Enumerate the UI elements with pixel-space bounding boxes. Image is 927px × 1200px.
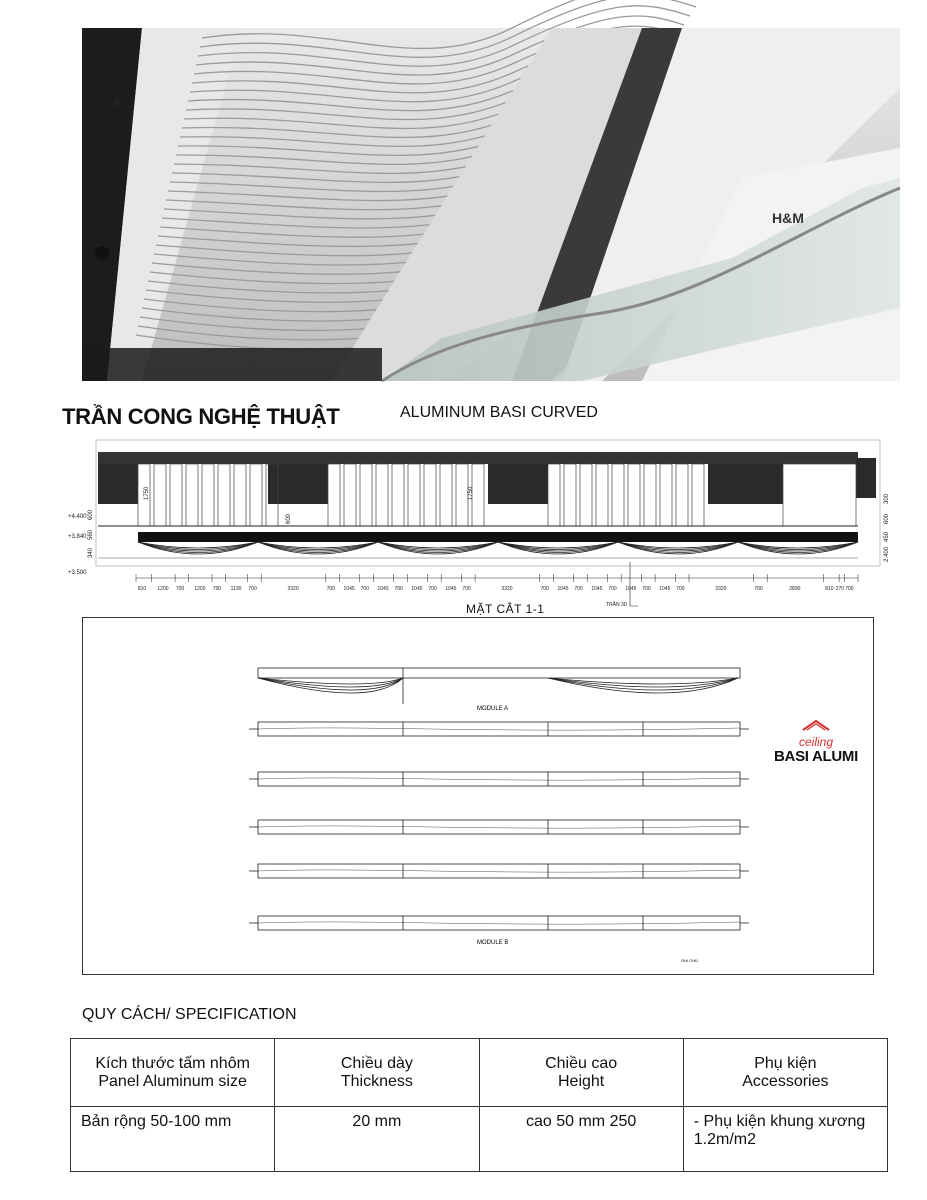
section-panel [186,464,198,526]
dim-label: 1045 [625,586,637,592]
module-b-bar [258,864,740,878]
dim-label: 700 [212,586,222,592]
module-b-curve [258,778,740,780]
module-b-curve [258,870,740,872]
module-b-label: MODULE B [477,940,509,946]
dim-label: 700 [360,586,369,592]
dim-label: 700 [428,586,437,592]
section-panel [660,464,672,526]
dim-label: 700 [540,586,549,592]
logo-text: BASI ALUMI [774,748,858,765]
section-panel [392,464,404,526]
level-2: +3.840 [68,534,87,540]
detail-note: GHI CHÚ [681,958,698,963]
section-panel [548,464,560,526]
section-panel [170,464,182,526]
title-en: ALUMINUM BASI CURVED [400,404,598,421]
dim-label: 3320 [715,586,727,592]
svg-text:H&M: H&M [772,210,804,226]
spec-header-height [479,1039,683,1107]
dim-label: 700 [248,586,257,592]
section-panel [234,464,246,526]
spec-height-value: cao 50 mm 250 [479,1107,683,1172]
left-dim-2: 560 [88,529,94,540]
dim-label: 1200 [157,586,169,592]
header-height-vn: Chiều cao [545,1054,618,1072]
header-height-en: Height [558,1072,605,1090]
right-dim-3: 450 [884,531,890,542]
dim-label: 700 [676,586,685,592]
section-panel [676,464,688,526]
detail-drawing-frame [82,617,874,975]
dim-label: 1045 [591,586,603,592]
module-a-bar [258,668,740,678]
dim-label: 1200 [194,586,206,592]
section-panel [612,464,624,526]
dim-label: 1045 [411,586,423,592]
header-accessories-vn: Phụ kiện [754,1054,817,1072]
section-note: TRẦN 3D [606,602,628,608]
section-panel [692,464,704,526]
title-vn: TRẦN CONG NGHỆ THUẬT [62,404,340,429]
dim-label: 270 [835,586,845,592]
dim-label: 700 [574,586,583,592]
module-b-curve [258,826,740,828]
level-1: +4.400 [68,514,87,520]
header-size-en: Panel Aluminum size [98,1072,247,1090]
section-panel [424,464,436,526]
logo-roof-icon [801,719,831,731]
spec-title: QUY CÁCH/ SPECIFICATION [82,1006,297,1023]
right-dim-2: 600 [884,513,890,524]
header-size-vn: Kích thước tấm nhôm [95,1054,250,1072]
section-panel [596,464,608,526]
header-accessories-en: Accessories [742,1072,829,1090]
brand-logo [766,718,866,765]
spec-table [70,1038,888,1172]
section-drawing [58,438,888,628]
section-panel [328,464,340,526]
dim-label: 700 [326,586,335,592]
header-thickness-en: Thickness [340,1072,413,1090]
section-panel [376,464,388,526]
section-panel [202,464,214,526]
section-panel [360,464,372,526]
dim-label: 1045 [343,586,355,592]
section-panel [564,464,576,526]
dim-label: 3320 [287,586,299,592]
section-label: MẶT CẮT 1-1 [466,602,545,616]
dim-label: 700 [175,586,185,592]
section-panel [218,464,230,526]
section-panel [783,464,856,526]
section-panel [628,464,640,526]
dim-label: 700 [608,586,617,592]
left-dim-1: 600 [88,509,94,520]
spec-size-value: Bản rộng 50-100 mm [71,1107,275,1172]
spec-data-row [71,1107,888,1172]
spec-header-thickness [275,1039,479,1107]
spec-thickness-value: 20 mm [275,1107,479,1172]
right-dim-4: 2.400 [884,546,890,562]
spec-header-accessories [683,1039,887,1107]
dim-label: 700 [642,586,651,592]
module-b-curve [258,728,740,730]
spec-header-row [71,1039,888,1107]
header-thickness-vn: Chiều dày [340,1054,413,1072]
module-b-bar [258,772,740,786]
module-b-bar [258,722,740,736]
module-b-curve [258,922,740,924]
section-panel [154,464,166,526]
dim-label: 810 [137,586,147,592]
height-1: 1750 [144,486,150,500]
dim-label: 1045 [659,586,671,592]
module-b-bar [258,820,740,834]
dim-label: 700 [394,586,403,592]
dim-label: 700 [754,586,763,592]
section-panel [344,464,356,526]
dim-label: 700 [845,586,854,592]
section-panel [408,464,420,526]
section-panel [456,464,468,526]
logo-subtext: ceiling [798,735,834,749]
dim-label: 1045 [557,586,569,592]
section-panel [644,464,656,526]
spec-header-size [71,1039,275,1107]
dim-label: 3320 [501,586,513,592]
section-panel [250,464,262,526]
dim-label: 2890 [789,586,801,592]
dim-label: 700 [462,586,471,592]
module-a-label: MODULE A [477,706,509,712]
level-3: +3.500 [68,570,87,576]
right-dim-1: 300 [884,493,890,504]
height-3: 1750 [468,486,474,500]
dim-label: 1130 [230,586,242,592]
section-panel [580,464,592,526]
height-2: 600 [286,513,292,524]
ceiling-photo [82,28,900,381]
spec-accessories-value: - Phụ kiện khung xương 1.2m/m2 [683,1107,887,1172]
left-dim-3: 340 [88,547,94,558]
dim-label: 810 [825,586,834,592]
section-panel [440,464,452,526]
module-b-bar [258,916,740,930]
dim-label: 1045 [377,586,389,592]
dim-label: 1045 [445,586,457,592]
